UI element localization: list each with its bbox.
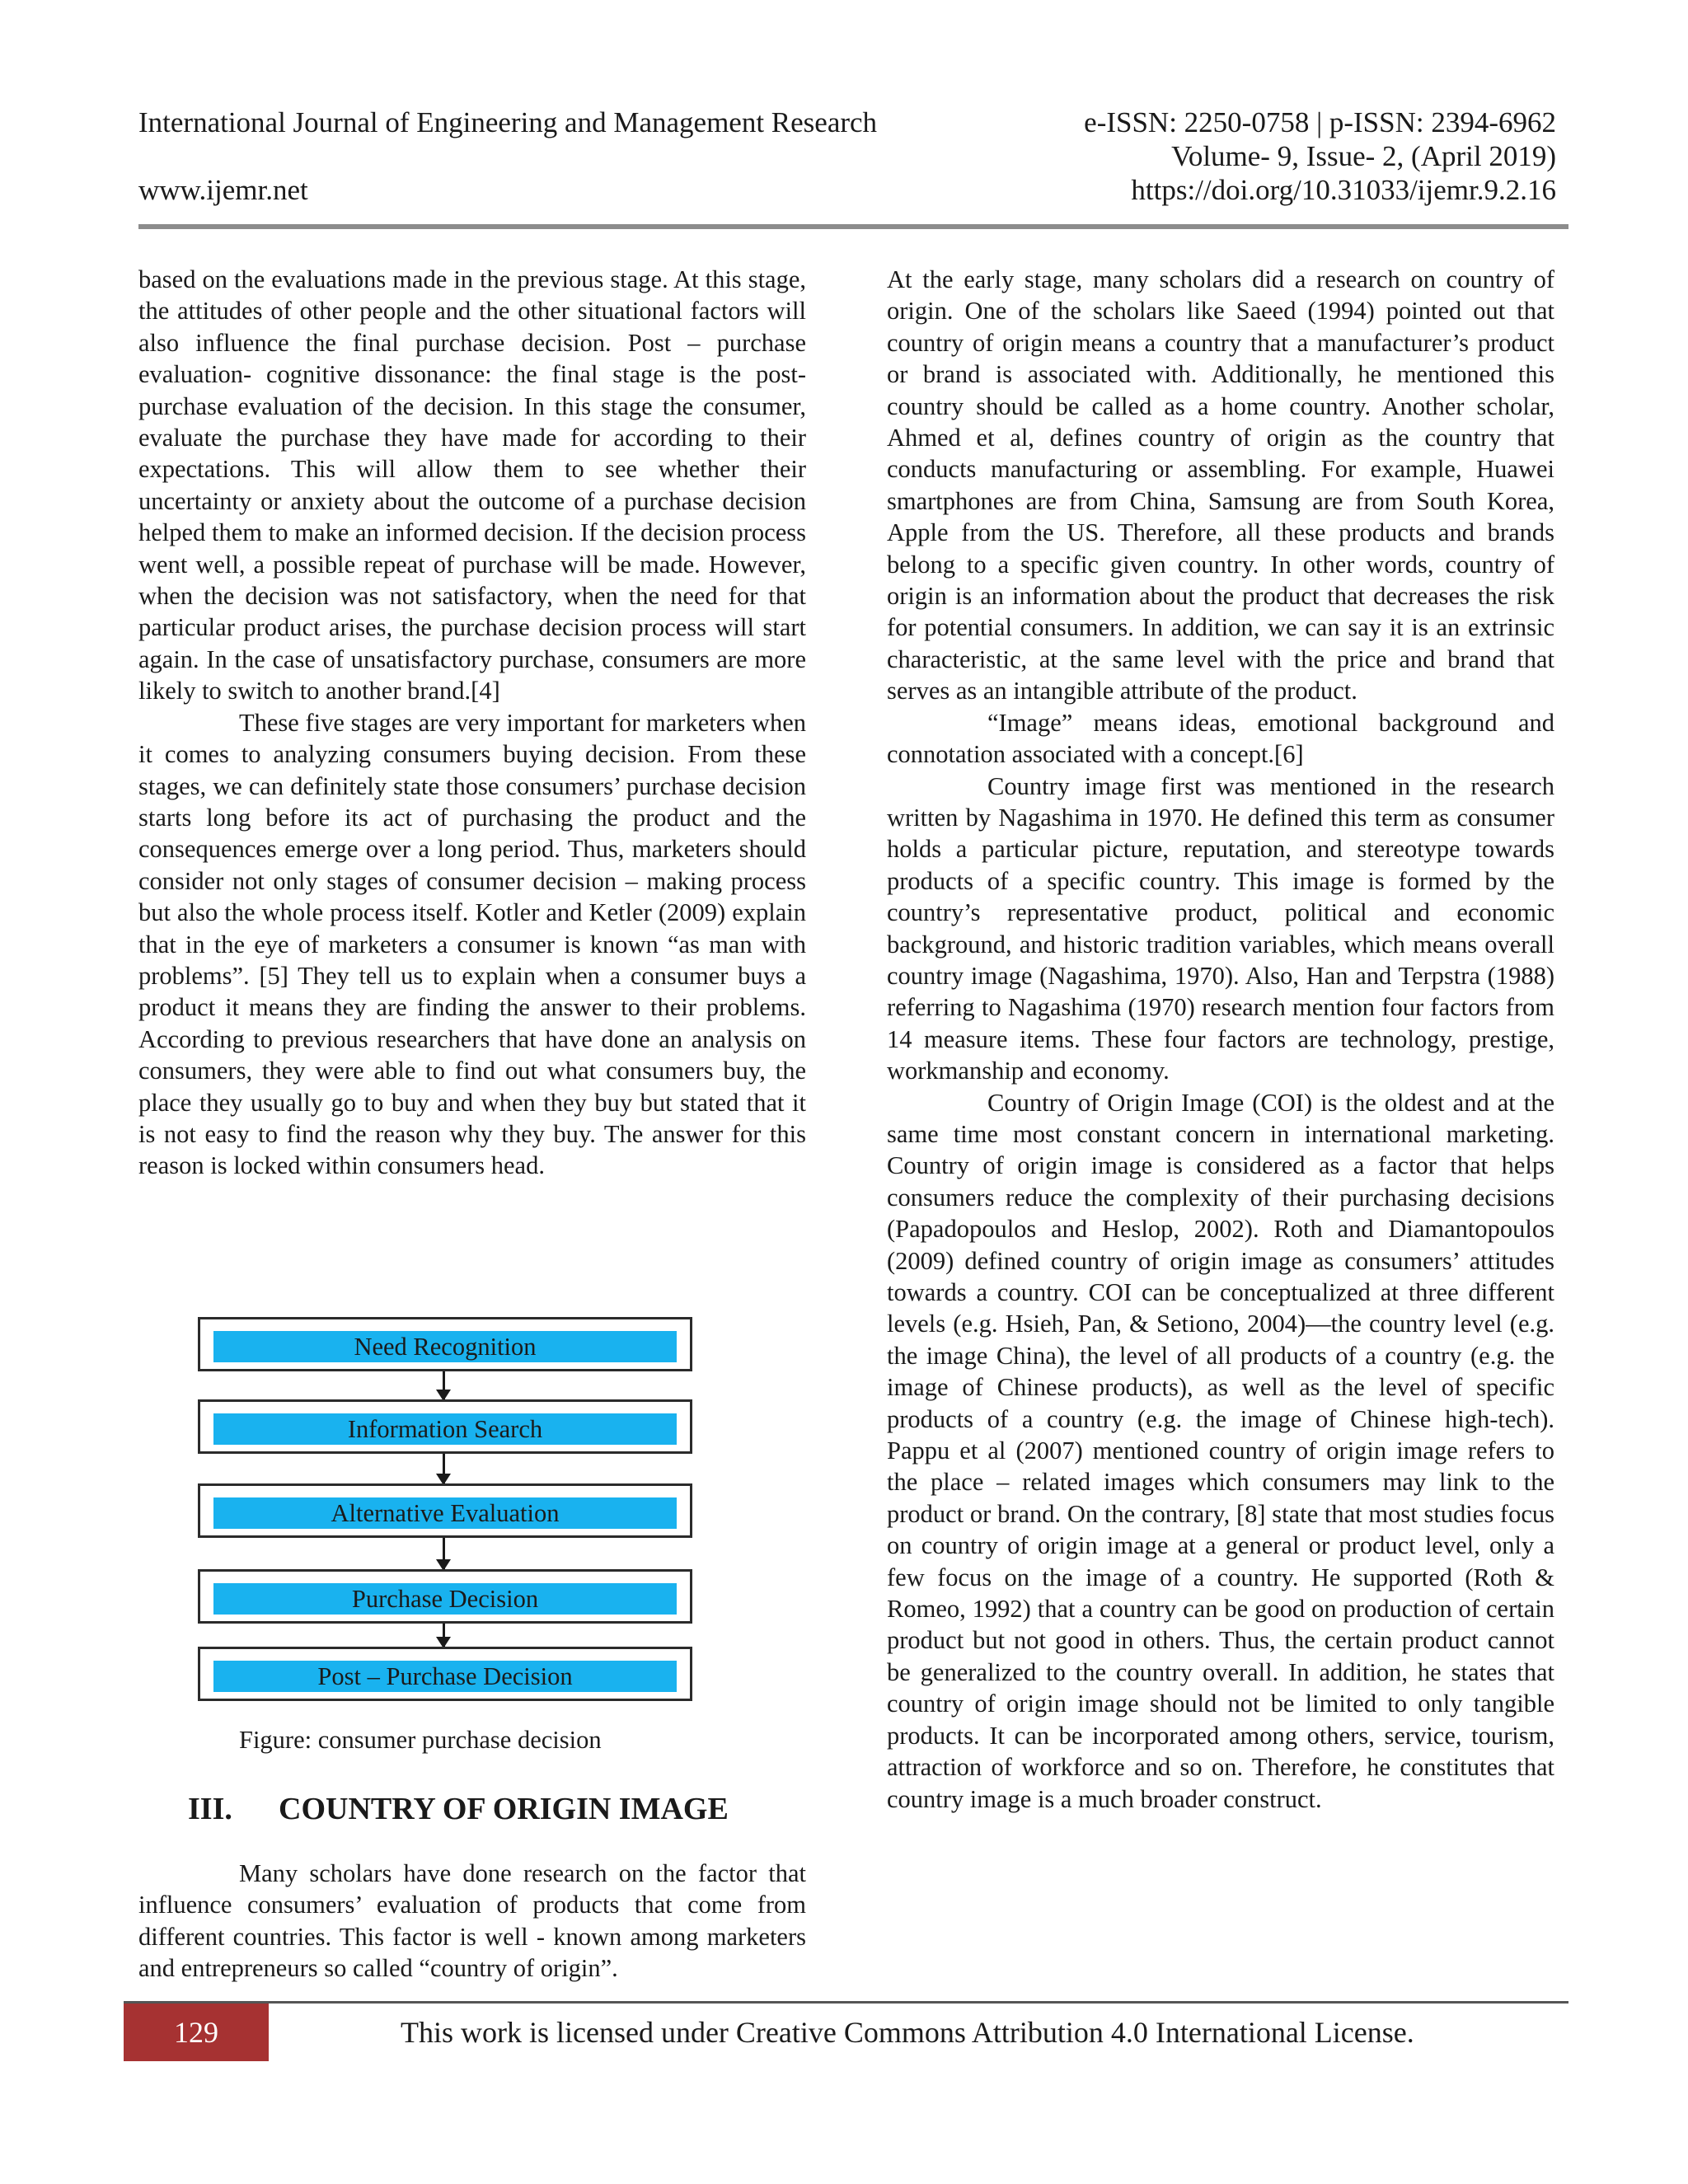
journal-title: International Journal of Engineering and Management Research [138,106,878,138]
right-paragraph-4: Country of Origin Image (COI) is the oldest and at the same time most constant concern in international marketing. Country of origin image is considered as a factor that helps consumers reduce the complexity of their purchasing decisions (Papadopoulos and Heslop, 2002). Roth and Diamantopoulos (2009) defined country of origin image as consumers’ attitudes towards a country. COI can be conceptualized at three different levels (e.g. Hsieh, Pan, & Setiono, 2004)—the country level (e.g. the image China), the level of all products of a country (e.g. the image of Chinese products), as well as the level of specific products of a country (e.g. the image of Chinese high-tech). Pappu et al (2007) mentioned country of origin image refers to the place – related images which consumers may link to the product or brand. On the contrary, [8] state that most studies focus on country of origin image at a general or product level, only a few focus on the image of a country. He supported (Roth & Romeo, 1992) that a country can be good on production of certain product but not good in others. Thus, the certain product cannot be generalized to the country overall. In addition, he states that country of origin image should not be limited to only tangible products. It can be incorporated among others, service, tourism, attraction of workforce and so on. Therefore, he constitutes that country image is a much broader construct. [887,1088,1554,1813]
footer-divider [124,2001,1568,2004]
flow-box-information-search [198,1399,692,1454]
flow-label: Post – Purchase Decision [213,1661,677,1692]
journal-website[interactable]: www.ijemr.net [138,174,308,206]
left-paragraph-2: These five stages are very important for marketers when it comes to analyzing consumers buying decision. From these stages, we can definitely state those consumers’ purchase decision starts long before its act of purchasing the product and the consequences emerge over a long period. Thus, marketers should consider not only stages of consumer decision – making process but also the whole process itself. Kotler and Ketler (2009) explain that in the eye of marketers a consumer is known “as man with problems”. [5] They tell us to explain when a consumer buys a product it means they are finding the answer to their problems. According to previous researchers that have done an analysis on consumers, they were able to find out what consumers buy, the place they usually go to buy and when they buy but stated that it is not easy to find the reason why they buy. The answer for this reason is locked within consumers head. [138,708,806,1180]
arrow-down-icon [443,1538,445,1569]
flow-label: Purchase Decision [213,1583,677,1615]
right-paragraph-1: At the early stage, many scholars did a research on country of origin. One of the scholars like Saeed (1994) pointed out that country of origin means a country that a manufacturer’s product or brand is associated with. Additionally, he mentioned this country should be called as a home country. Another scholar, Ahmed et al, defines country of origin as the country that conducts manufacturing or assembling. For example, Huawei smartphones are from China, Samsung are from South Korea, Apple from the US. Therefore, all these products and brands belong to a specific given country. In other words, country of origin is an information about the product that decreases the risk for potential consumers. In addition, we can say it is an extrinsic characteristic, at the same level with the price and brand that serves as an intangible attribute of the product. [887,265,1554,705]
page-number: 129 [124,2004,269,2061]
section-body [138,1858,806,1985]
flow-box-purchase-decision [198,1569,692,1624]
figure-caption: Figure: consumer purchase decision [239,1726,602,1754]
section-number: III. [188,1792,232,1826]
flow-box-alternative-evaluation [198,1483,692,1538]
section-title: COUNTRY OF ORIGIN IMAGE [279,1792,729,1826]
header-divider [138,224,1568,229]
right-paragraph-2: “Image” means ideas, emotional background and connotation associated with a concept.[6] [887,708,1554,769]
right-column [887,264,1554,1815]
section-paragraph-1: Many scholars have done research on the factor that influence consumers’ evaluation of products that come from different countries. This factor is well - known among marketers and entrepreneurs so called “country of origin”. [138,1859,806,1983]
flow-box-need-recognition [198,1317,692,1371]
doi-link[interactable]: https://doi.org/10.31033/ijemr.9.2.16 [1131,174,1556,206]
flow-label: Alternative Evaluation [213,1497,677,1529]
arrow-down-icon [443,1624,445,1647]
flow-label: Need Recognition [213,1331,677,1362]
right-paragraph-3: Country image first was mentioned in the research written by Nagashima in 1970. He defined this term as consumer holds a particular picture, reputation, and stereotype towards products of a specific country. This image is formed by the country’s representative product, political and economic background, and historic tradition variables, which means overall country image (Nagashima, 1970). Also, Han and Terpstra (1988) referring to Nagashima (1970) research mention four factors from 14 measure items. These four factors are technology, prestige, workmanship and economy. [887,771,1554,1085]
flow-label: Information Search [213,1413,677,1445]
left-paragraph-1: based on the evaluations made in the previous stage. At this stage, the attitudes of other people and the other situational factors will also influence the final purchase decision. Post – purchase evaluation- cognitive dissonance: the final stage is the post-purchase evaluation of the decision. In this stage the consumer, evaluate the purchase they have made for according to their expectations. This will allow them to see whether their uncertainty or anxiety about the outcome of a purchase decision helped them to make an informed decision. If the decision process went well, a possible repeat of purchase will be made. However, when the decision was not satisfactory, when the need for that particular product arises, the purchase decision process will start again. In the case of unsatisfactory purchase, consumers are more likely to switch to another brand.[4] [138,265,806,705]
page-header [138,105,1556,207]
flow-box-post-purchase-decision [198,1647,692,1701]
left-column [138,264,806,1182]
arrow-down-icon [443,1454,445,1483]
purchase-decision-flowchart [138,1317,806,1709]
section-heading [188,1790,729,1828]
license-notice: This work is licensed under Creative Commons Attribution 4.0 International License. [401,2016,1414,2049]
arrow-down-icon [443,1371,445,1399]
issn: e-ISSN: 2250-0758 | p-ISSN: 2394-6962 [1084,106,1556,138]
volume-issue: Volume- 9, Issue- 2, (April 2019) [1171,140,1556,172]
